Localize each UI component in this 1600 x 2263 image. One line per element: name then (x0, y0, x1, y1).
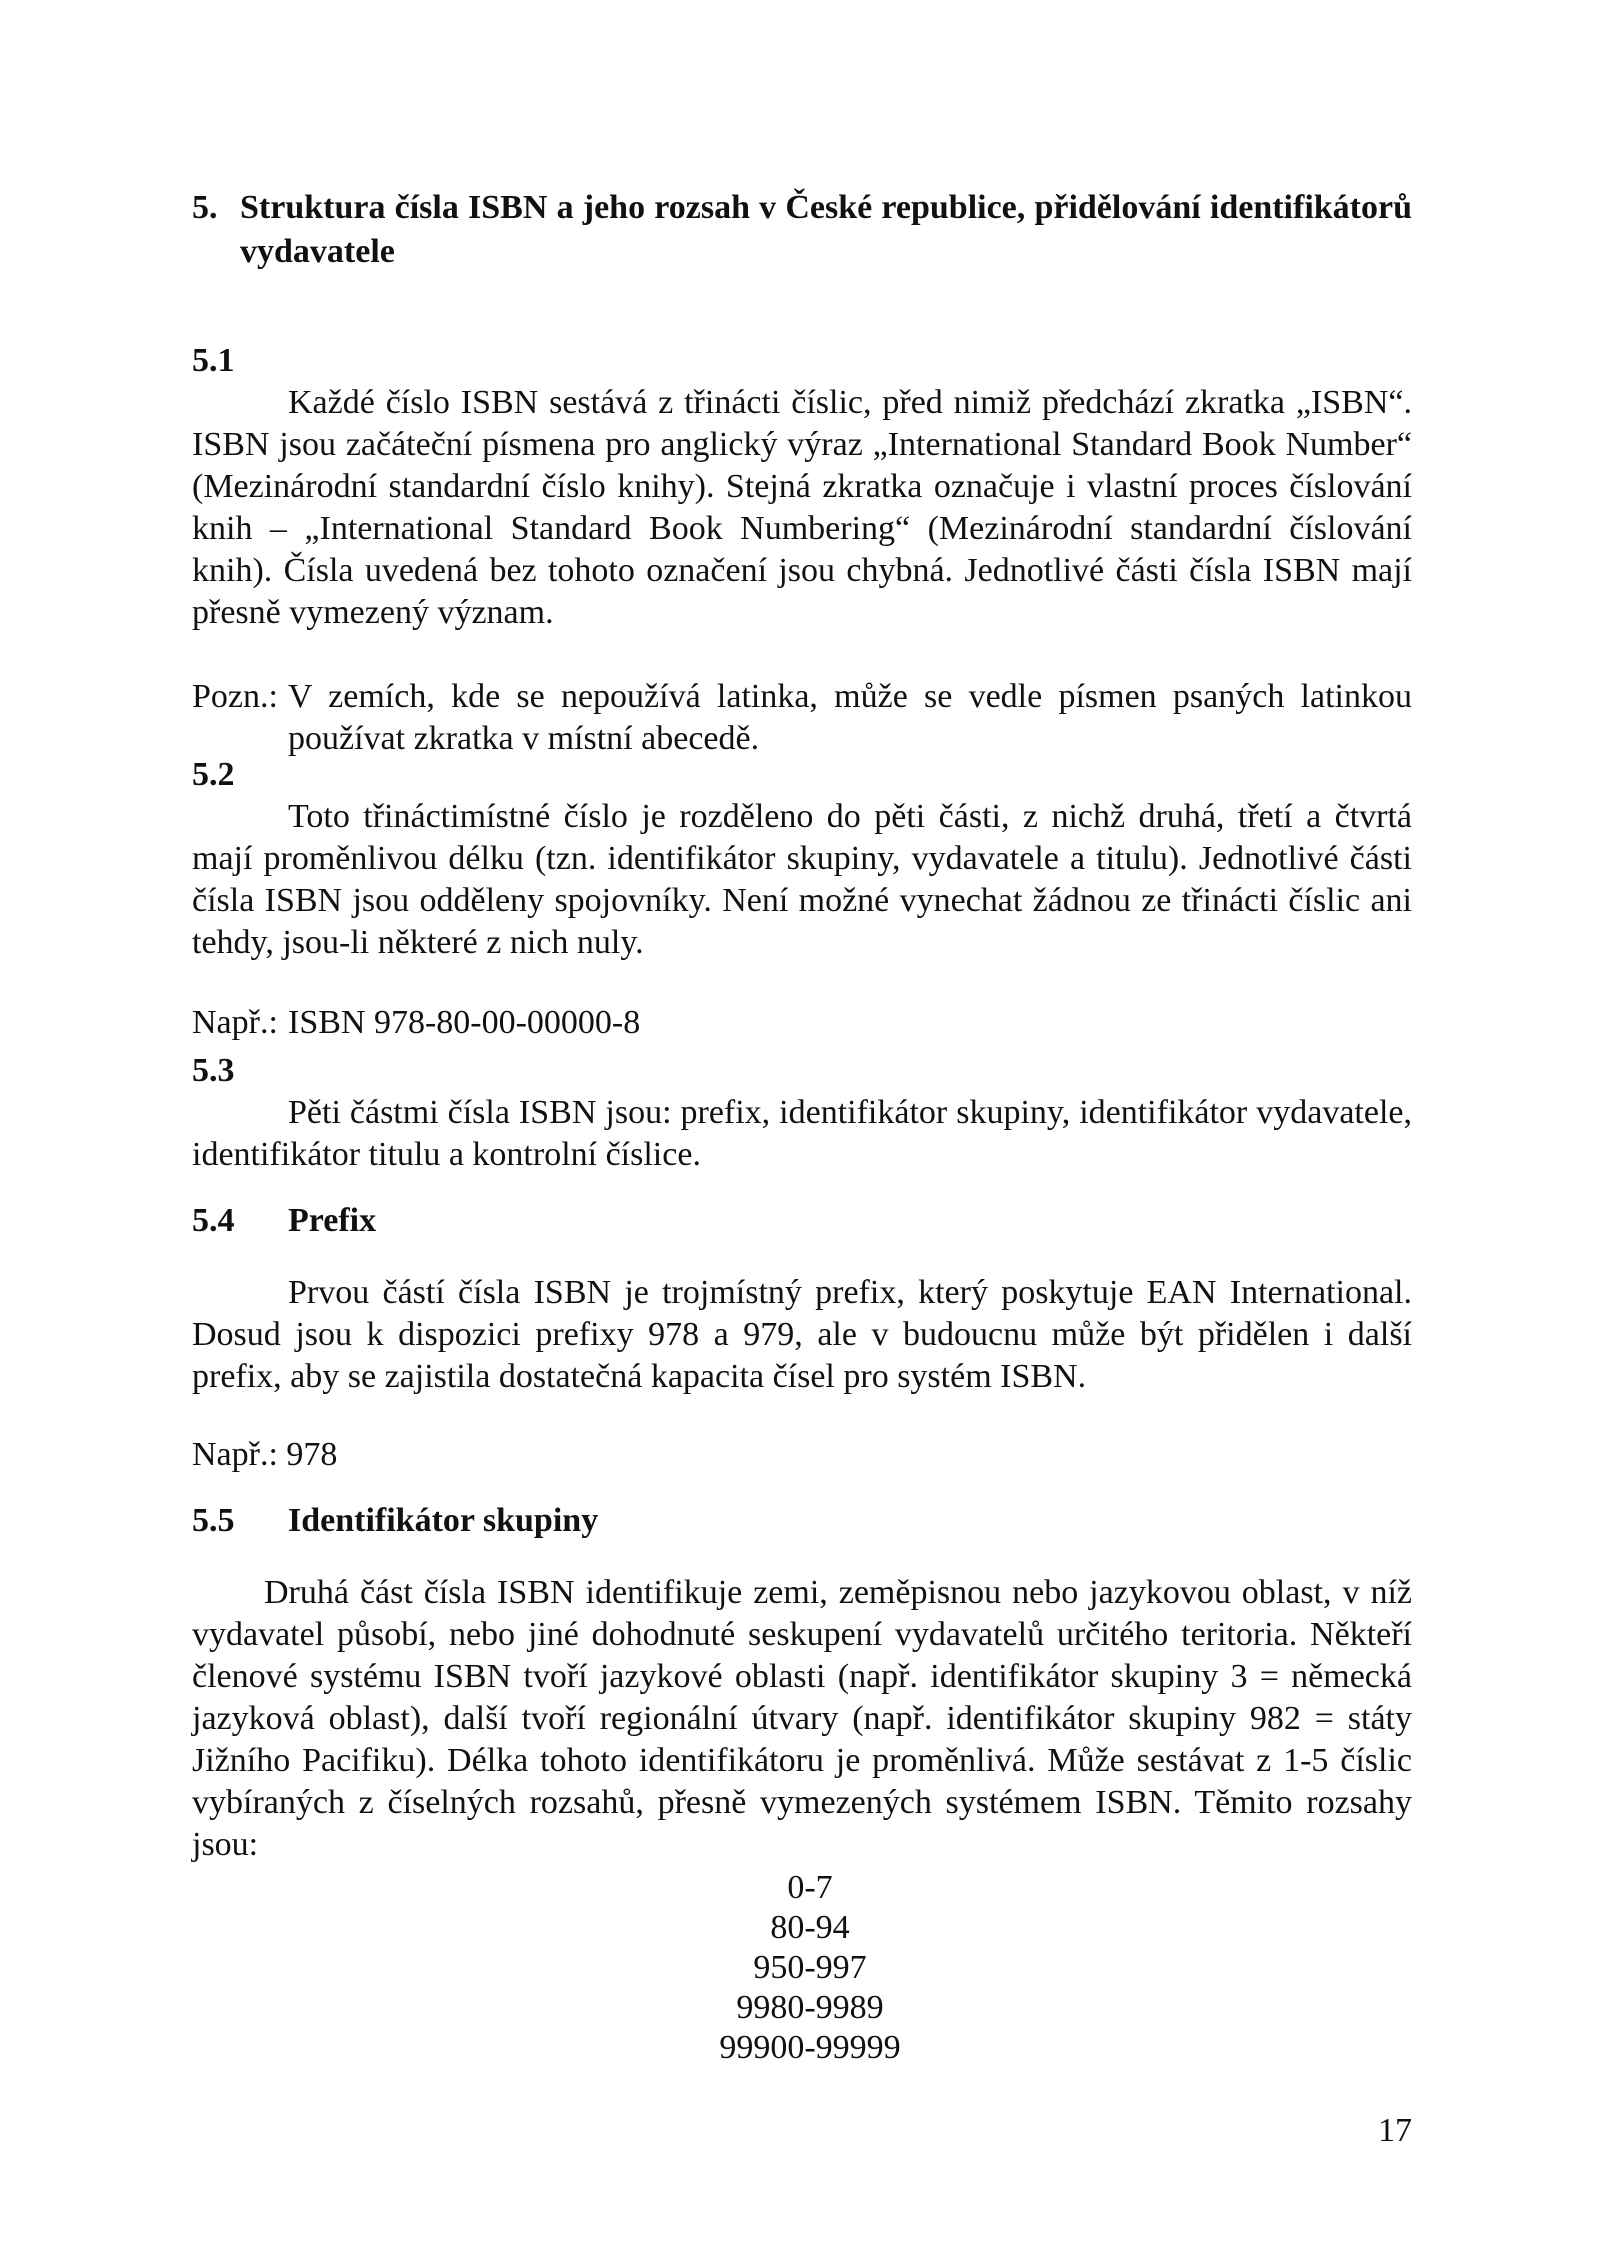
range-item: 9980-9989 (736, 1989, 884, 2026)
section-paragraph: Prvou částí čísla ISBN je trojmístný prefix, který poskytuje EAN International. Dosud jsou k dispozici prefixy 978 a 979, ale v budoucnu může být přidělen i další prefix, aby se zajistila dostatečná kapacita čísel pro systém ISBN. (192, 1274, 1412, 1395)
note-label: Pozn.: (192, 678, 278, 715)
document-page (192, 0, 1412, 2263)
range-item: 80-94 (770, 1909, 850, 1946)
section-number: 5.4 (192, 1202, 235, 1239)
example-text: ISBN 978-80-00-00000-8 (288, 1004, 641, 1041)
section-title: Identifikátor skupiny (288, 1502, 599, 1539)
section-5-1 (192, 340, 1412, 760)
section-5-4 (192, 1200, 1412, 1476)
section-paragraph: Druhá část čísla ISBN identifikuje zemi, zeměpisnou nebo jazykovou oblast, v níž vydavatel působí, nebo jiné dohodnuté seskupení vydavatelů určitého teritoria. Někteří členové systému ISBN tvoří jazykové oblasti (např. identifikátor skupiny 3 = německá jazyková oblast), další tvoří regionální útvary (např. identifikátor skupiny 982 = státy Jižního Pacifiku). Délka tohoto identifikátoru je proměnlivá. Může sestávat z 1-5 číslic vybíraných z číselných rozsahů, přesně vymezených systémem ISBN. Těmito rozsahy jsou: (192, 1574, 1412, 1863)
range-item: 950-997 (753, 1949, 867, 1986)
example-text: Např.: 978 (192, 1436, 338, 1473)
chapter-number: 5. (192, 189, 218, 226)
example-label: Např.: (192, 1004, 278, 1041)
section-5-3 (192, 1050, 1412, 1176)
section-heading (192, 1500, 1412, 1542)
chapter-title: Struktura čísla ISBN a jeho rozsah v České republice, přidělování identifikátorů vydavatele (240, 189, 1412, 270)
range-list (192, 1868, 1420, 2068)
section-paragraph: Každé číslo ISBN sestává z třinácti číslic, před nimiž předchází zkratka „ISBN“. ISBN jsou začáteční písmena pro anglický výraz „International Standard Book Number“ (Mezinárodní standardní číslo knihy). Stejná zkratka označuje i vlastní proces číslování knih – „International Standard Book Numbering“ (Mezinárodní standardní číslování knih). Čísla uvedená bez tohoto označení jsou chybná. Jednotlivé části čísla ISBN mají přesně vymezený význam. (192, 384, 1412, 631)
section-number: 5.3 (192, 1052, 235, 1089)
section-title: Prefix (288, 1202, 377, 1239)
note-text: V zemích, kde se nepoužívá latinka, může se vedle písmen psaných latinkou používat zkratka v místní abecedě. (288, 678, 1412, 757)
section-number: 5.1 (192, 342, 235, 379)
chapter-heading (192, 186, 1412, 274)
section-5-5 (192, 1500, 1412, 1866)
example (192, 1002, 1412, 1044)
section-paragraph: Toto třináctimístné číslo je rozděleno do pěti části, z nichž druhá, třetí a čtvrtá mají proměnlivou délku (tzn. identifikátor skupiny, vydavatele a titulu). Jednotlivé části čísla ISBN jsou odděleny spojovníky. Není možné vynechat žádnou ze třinácti číslic ani tehdy, jsou-li některé z nich nuly. (192, 798, 1412, 961)
section-5-2 (192, 754, 1412, 1044)
range-item: 99900-99999 (719, 2029, 901, 2066)
note (192, 676, 1412, 760)
section-paragraph: Pěti částmi čísla ISBN jsou: prefix, identifikátor skupiny, identifikátor vydavatele, identifikátor titulu a kontrolní číslice. (192, 1094, 1412, 1173)
section-heading (192, 1200, 1412, 1242)
section-number: 5.5 (192, 1502, 235, 1539)
range-item: 0-7 (787, 1869, 833, 1906)
page-number: 17 (1378, 2112, 1412, 2149)
section-number: 5.2 (192, 756, 235, 793)
